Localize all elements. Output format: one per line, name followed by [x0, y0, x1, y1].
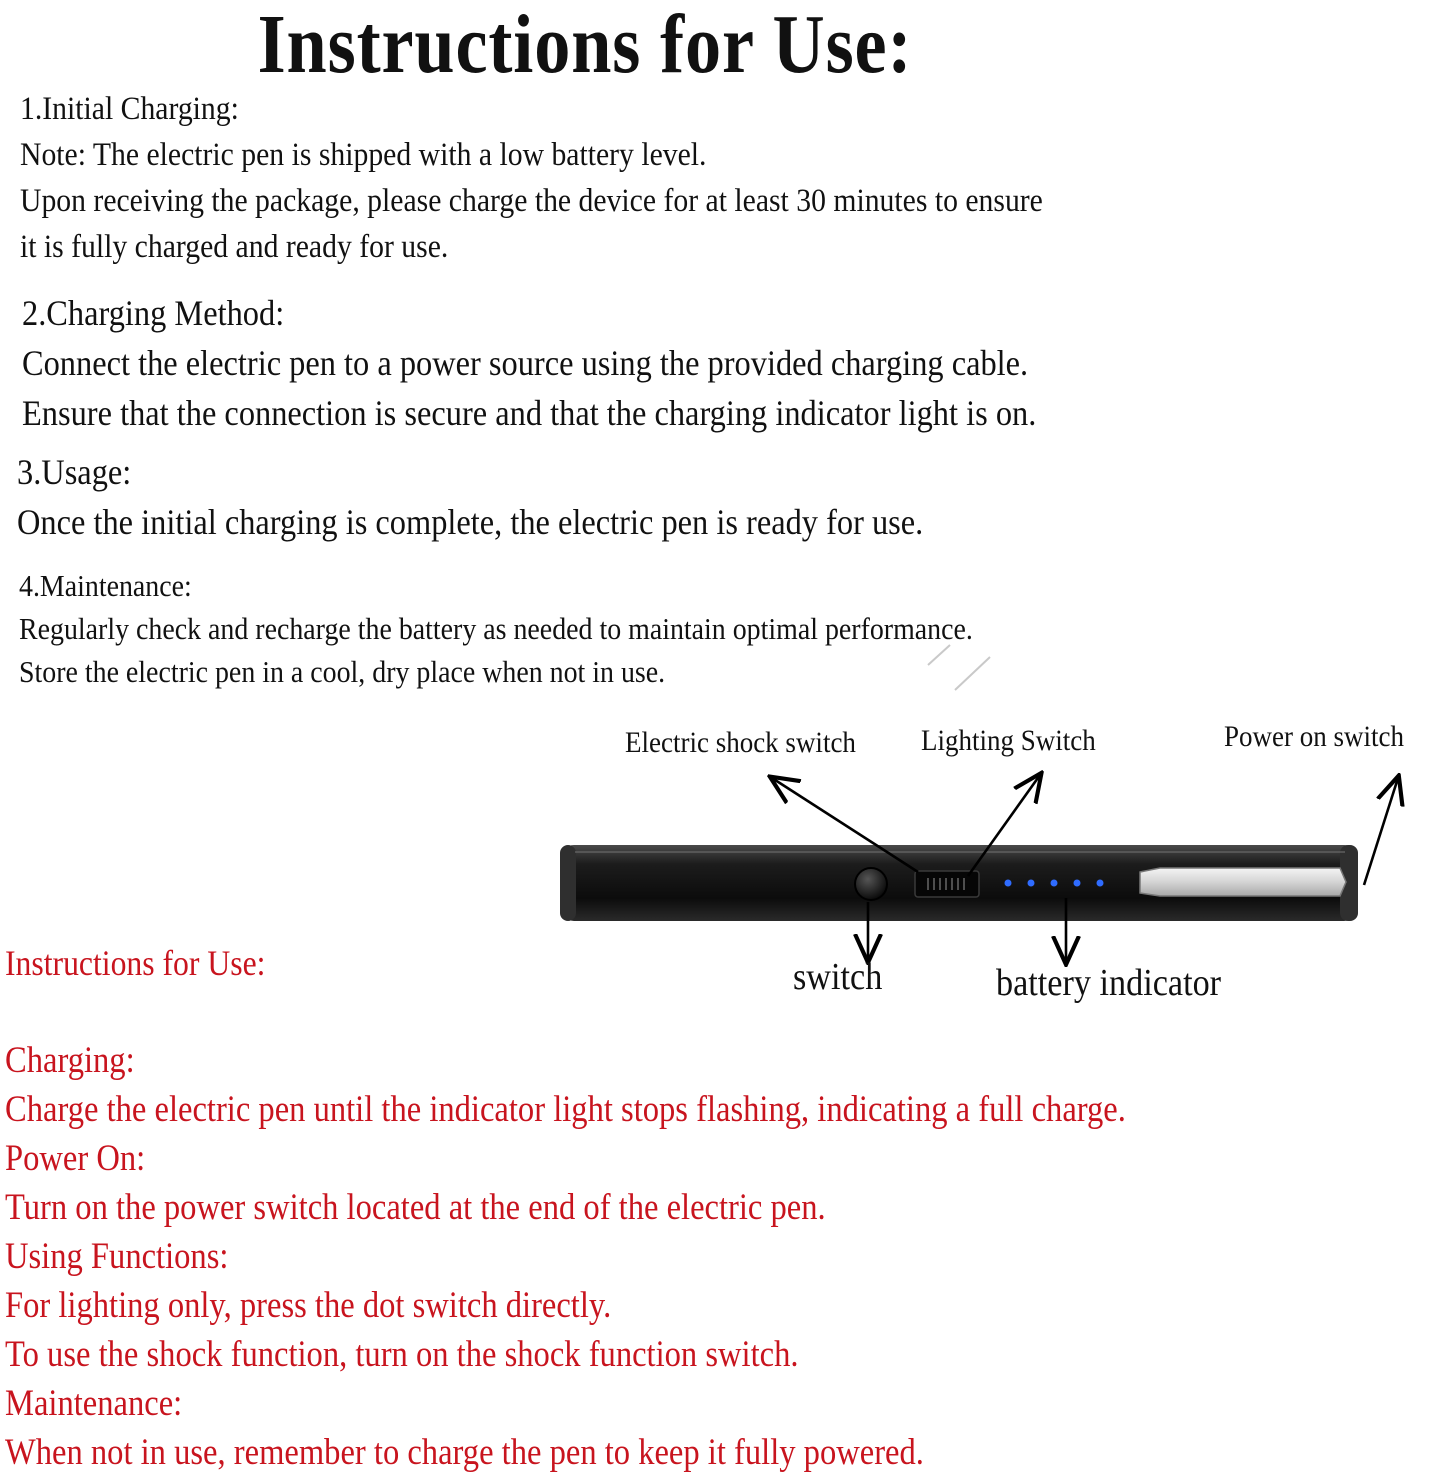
red-heading: Instructions for Use: — [5, 943, 266, 983]
label-electric-shock-switch: Electric shock switch — [625, 726, 856, 759]
section-1-line: Upon receiving the package, please charge the device for at least 30 minutes to ensure — [20, 183, 1043, 219]
label-power-on-switch: Power on switch — [1224, 720, 1404, 753]
red-line: Charge the electric pen until the indicator light stops flashing, indicating a full charge. — [5, 1089, 1126, 1130]
red-line: Turn on the power switch located at the end of the electric pen. — [5, 1187, 826, 1228]
decorative-mark — [928, 645, 950, 665]
section-2-line: Connect the electric pen to a power source using the provided charging cable. — [22, 343, 1029, 383]
red-line: Using Functions: — [5, 1236, 229, 1277]
section-2-line: Ensure that the connection is secure and that the charging indicator light is on. — [22, 393, 1037, 433]
red-line: For lighting only, press the dot switch directly. — [5, 1285, 612, 1326]
section-4-line: Regularly check and recharge the battery as needed to maintain optimal performance. — [19, 611, 973, 646]
section-2-heading: 2.Charging Method: — [22, 293, 285, 333]
decorative-mark — [955, 657, 990, 690]
red-line: Maintenance: — [5, 1383, 183, 1424]
label-switch: switch — [793, 956, 883, 998]
red-line: Power On: — [5, 1138, 146, 1179]
section-3-line: Once the initial charging is complete, the electric pen is ready for use. — [17, 502, 924, 542]
section-1-line: Note: The electric pen is shipped with a low battery level. — [20, 137, 707, 173]
arrow-power-on — [1364, 778, 1398, 885]
section-4-heading: 4.Maintenance: — [19, 568, 192, 603]
section-1-line: it is fully charged and ready for use. — [20, 229, 449, 265]
label-lighting-switch: Lighting Switch — [921, 724, 1096, 757]
dot-switch-icon — [855, 868, 887, 900]
red-line: When not in use, remember to charge the pen to keep it fully powered. — [5, 1432, 924, 1473]
red-line: To use the shock function, turn on the shock function switch. — [5, 1334, 799, 1375]
pen-clip — [1140, 868, 1346, 896]
red-line: Charging: — [5, 1040, 135, 1081]
page-title: Instructions for Use: — [257, 0, 913, 91]
section-1-heading: 1.Initial Charging: — [20, 91, 239, 127]
section-4-line: Store the electric pen in a cool, dry place when not in use. — [19, 654, 666, 689]
section-3-heading: 3.Usage: — [17, 452, 132, 492]
label-battery-indicator: battery indicator — [996, 962, 1222, 1004]
